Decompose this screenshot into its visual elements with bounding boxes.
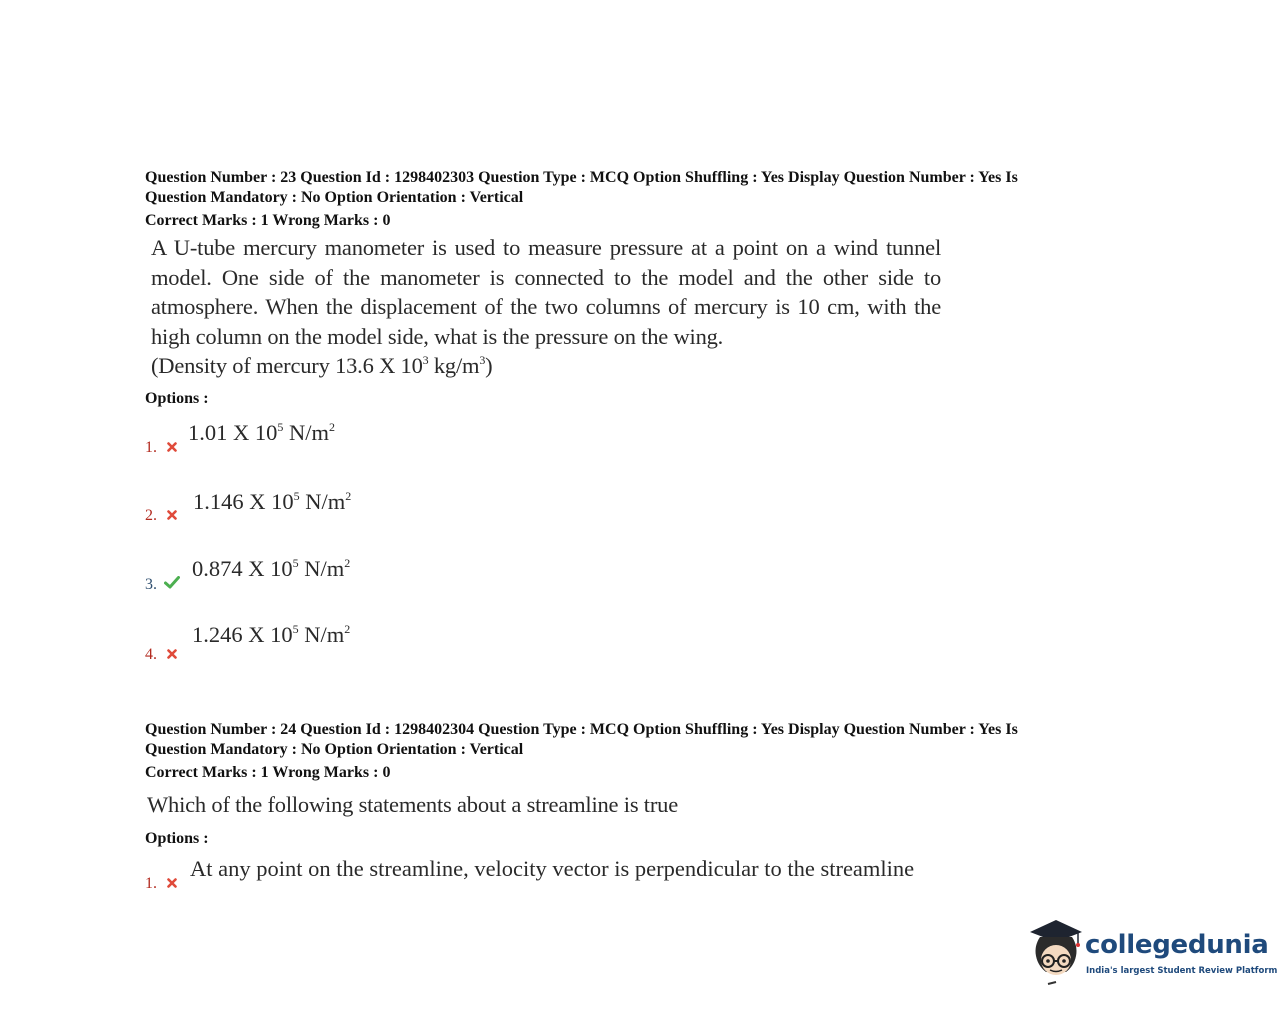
q23-marks: Correct Marks : 1 Wrong Marks : 0: [145, 212, 391, 229]
q23-option-3[interactable]: 0.874 X $10^5$ $N/m^2$: [192, 556, 351, 581]
q23-option-1[interactable]: 1.01 X $10^5$ $N/m^2$: [188, 420, 336, 445]
cross-icon: [167, 439, 177, 457]
q23-option-1-marker: [145, 439, 177, 457]
q24-option-1-marker: [145, 875, 177, 893]
q23-option-3-marker: [145, 576, 180, 594]
q23-option-4-marker: [145, 646, 177, 664]
cross-icon: [167, 875, 177, 893]
q24-question-text: Which of the following statements about a streamline is true: [147, 792, 678, 817]
q23-meta-line2: Question Mandatory : No Option Orientation : Vertical: [145, 189, 524, 206]
option-number: 1.: [145, 875, 157, 892]
q23-option-4[interactable]: 1.246 X $10^5$ $N/m^2$: [192, 622, 351, 647]
q24-meta-line2: Question Mandatory : No Option Orientation : Vertical: [145, 741, 524, 758]
option-number: 3.: [145, 576, 157, 593]
q24-marks: Correct Marks : 1 Wrong Marks : 0: [145, 764, 391, 781]
collegedunia-brand[interactable]: collegedunia: [1085, 930, 1269, 960]
q23-option-2-marker: [145, 507, 177, 525]
option-number: 1.: [145, 439, 157, 456]
option-number: 2.: [145, 507, 157, 524]
q23-options-label: Options :: [145, 390, 209, 407]
q23-question-main: A U-tube mercury manometer is used to measure pressure at a point on a wind tunnel model. One side of the manometer is connected to the model and the other side to atmosphere. When the displacement of the two columns of mercury is 10 cm, with the high column on the model side, what is the pressure on the wing.: [151, 235, 941, 349]
check-icon: [164, 576, 180, 594]
q24-meta-line1: Question Number : 24 Question Id : 1298402304 Question Type : MCQ Option Shuffling : Yes Display Question Number : Yes Is: [145, 721, 1018, 738]
q24-options-label: Options :: [145, 830, 209, 847]
cross-icon: [167, 507, 177, 525]
q23-density-note: (Density of mercury 13.6 X $10^3$ $kg/m^3$): [151, 353, 493, 378]
cross-icon: [167, 646, 177, 664]
q23-option-2[interactable]: 1.146 X $10^5$ $N/m^2$: [193, 489, 352, 514]
mascot-icon: [1026, 918, 1086, 988]
q24-option-1[interactable]: At any point on the streamline, velocity vector is perpendicular to the streamline: [190, 856, 915, 881]
option-number: 4.: [145, 646, 157, 663]
collegedunia-tagline: India's largest Student Review Platform: [1086, 966, 1278, 976]
q23-question-text: [151, 233, 941, 385]
q23-meta-line1: Question Number : 23 Question Id : 1298402303 Question Type : MCQ Option Shuffling : Yes Display Question Number : Yes Is: [145, 169, 1018, 186]
